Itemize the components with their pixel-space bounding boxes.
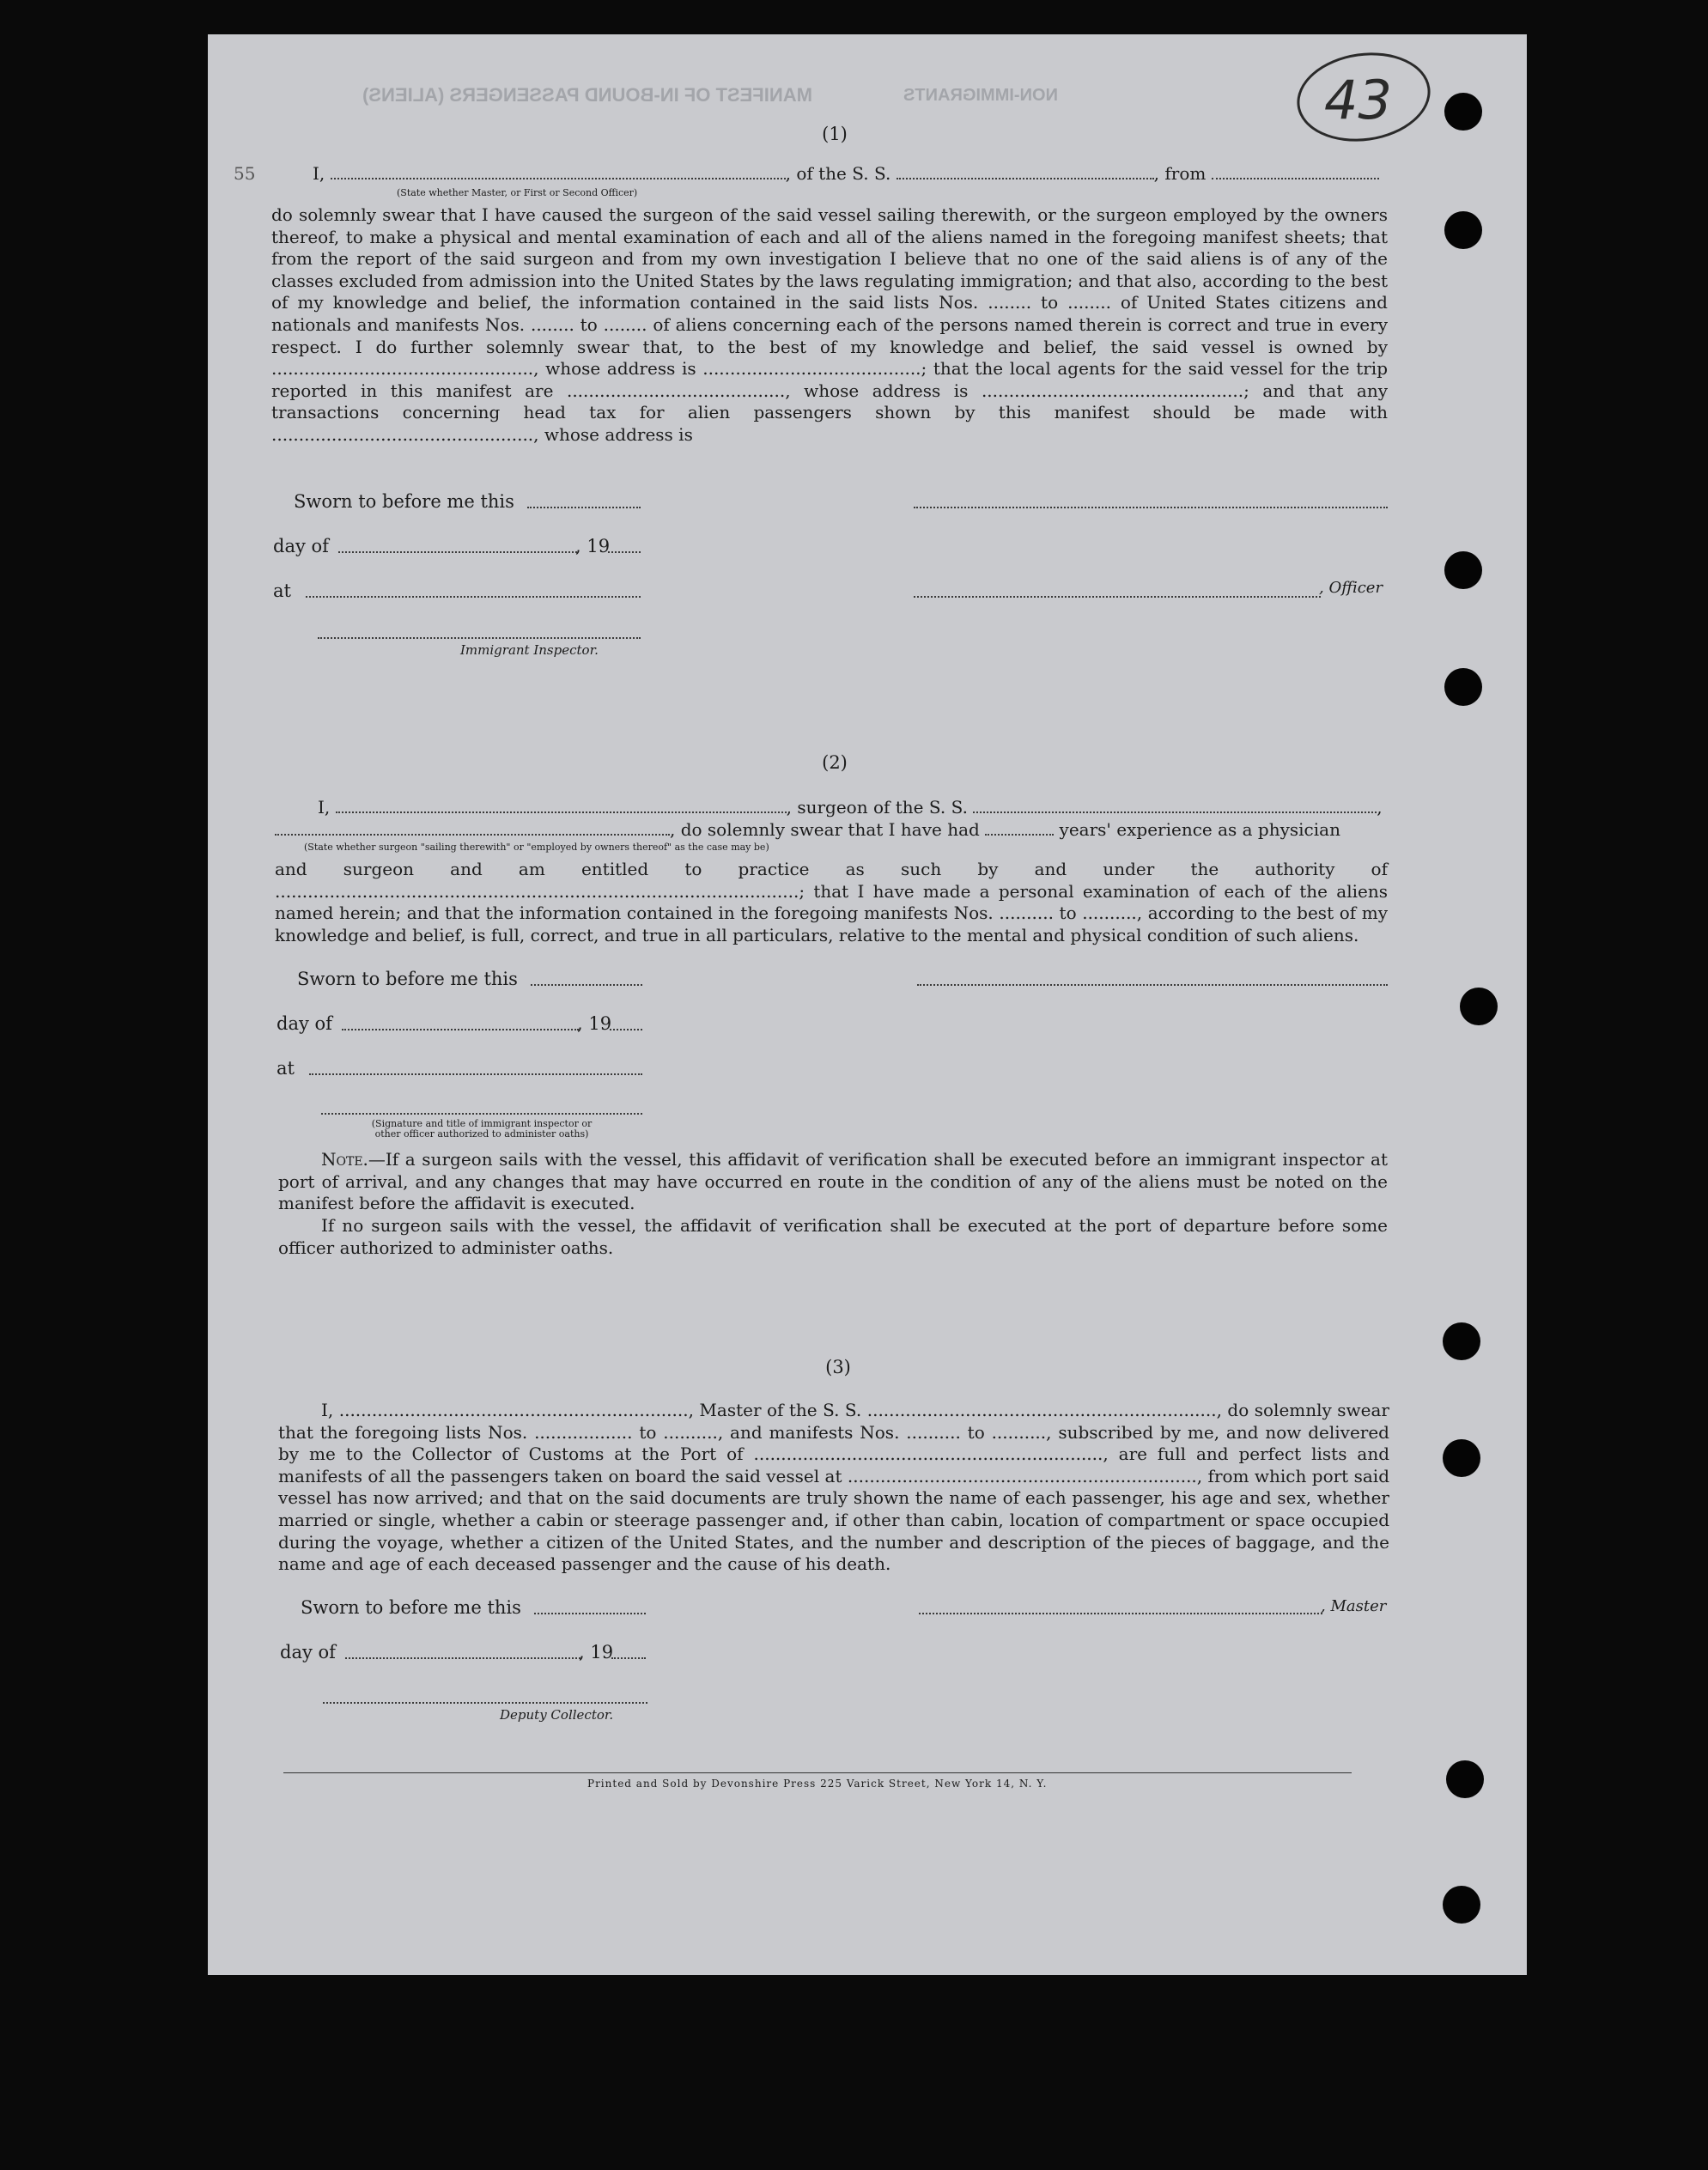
binder-hole — [1444, 551, 1482, 589]
section-1-prefix: I, — [313, 163, 325, 184]
section-2-line-2 — [275, 819, 1340, 840]
binder-hole — [1443, 1886, 1480, 1924]
section-3-sworn-field[interactable] — [534, 1613, 646, 1614]
binder-hole — [1444, 211, 1482, 249]
section-1-ship-label: , of the S. S. — [785, 163, 891, 184]
section-2-sworn-field[interactable] — [531, 984, 642, 986]
section-2-sig-caption-2: other officer authorized to administer oaths) — [374, 1128, 589, 1140]
section-2-day-label: day of — [277, 1013, 332, 1034]
binder-hole — [1460, 988, 1498, 1025]
section-2-sworn-label: Sworn to before me this — [297, 969, 518, 989]
section-1-at-field[interactable] — [306, 596, 641, 598]
binder-hole — [1443, 1439, 1480, 1477]
section-2-ship-label: , surgeon of the S. S. — [786, 797, 968, 818]
section-1-officer-line[interactable] — [914, 596, 1321, 598]
section-3-year-field[interactable] — [611, 1657, 646, 1659]
section-2-year-field[interactable] — [610, 1029, 642, 1030]
form-page — [208, 34, 1527, 1975]
section-1-day-label: day of — [273, 536, 329, 556]
section-1-year-field[interactable] — [608, 551, 641, 553]
page-number-handwritten: 43 — [1324, 69, 1392, 131]
section-3-body: I, ................................................................, Master of the S. S. ................................................................, do solemnly swear that the foregoing lists Nos. .................. to .........., and manifests Nos. .......... to .........., subscribed by me, and now delivered by me to the Collector of Customs at the Port of ................................................................, are full and perfect lists and manifests of all the passengers taken on board the said vessel at ................................................................, from which port said vessel has now arrived; and that on the said documents are truly shown the name of each passenger, his age and sex, whether married or single, whether a cabin or steerage passenger and, if other than cabin, location of compartment or space occupied during the voyage, whether a citizen of the United States, and the number and description of the pieces of baggage, and the name and age of each deceased passenger and the cause of his death. — [278, 1400, 1389, 1575]
section-1-sworn-label: Sworn to before me this — [294, 491, 514, 512]
section-2-sig-caption-1: (Signature and title of immigrant inspector or — [371, 1118, 593, 1129]
section-3-number: (3) — [825, 1357, 851, 1377]
section-2-number: (2) — [822, 752, 848, 773]
section-3-day-field[interactable] — [345, 1657, 580, 1659]
section-2-signature-line[interactable] — [917, 984, 1388, 986]
printer-credit: Printed and Sold by Devonshire Press 225 Varick Street, New York 14, N. Y. — [587, 1778, 1048, 1790]
section-1-signature-line[interactable] — [914, 507, 1388, 508]
section-1-number: (1) — [822, 124, 848, 144]
section-2-inspector-line[interactable] — [321, 1113, 642, 1115]
binder-hole — [1443, 1322, 1480, 1360]
years-experience-field[interactable] — [985, 822, 1054, 836]
section-2-ship-field[interactable] — [973, 799, 1377, 813]
section-3-deputy-label: Deputy Collector. — [500, 1707, 614, 1723]
ship-name-field[interactable] — [897, 166, 1154, 179]
section-2-at-field[interactable] — [309, 1073, 642, 1075]
date-fragment: 55 — [234, 163, 256, 184]
section-1-caption: (State whether Master, or First or Second Officer) — [397, 187, 638, 198]
section-2-line-1: I, , surgeon of the S. S. , — [318, 797, 1383, 818]
footer-rule — [283, 1772, 1352, 1773]
faded-header-title: MANIFEST OF IN-BOUND PASSENGERS (ALIENS) — [362, 84, 812, 106]
section-3-day-label: day of — [280, 1642, 336, 1662]
section-2-physician-label: years' experience as a physician — [1059, 819, 1340, 840]
section-2-prefix: I, — [318, 797, 331, 818]
section-2-years-label: , do solemnly swear that I have had — [670, 819, 980, 840]
officer-name-field[interactable] — [331, 166, 786, 179]
section-2-caption: (State whether surgeon "sailing therewith" or "employed by owners thereof" as the case may be) — [304, 842, 769, 853]
section-2-year-label: , 19 — [577, 1013, 612, 1034]
note-text-1: —If a surgeon sails with the vessel, this affidavit of verification shall be executed before an immigrant inspector at port of arrival, and any changes that may have occurred en route in the condition of any of the aliens must be noted on the manifest before the affidavit is executed. — [278, 1149, 1388, 1214]
binder-hole — [1444, 668, 1482, 706]
section-2-body: and surgeon and am entitled to practice as such by and under the authority of ................................................................................................; that I have made a personal examination of each of the aliens named herein; and that the information contained in the foregoing manifests Nos. .......... to .........., according to the best of my knowledge and belief, is full, correct, and true in all particulars, relative to the mental and physical condition of such aliens. — [275, 859, 1388, 945]
section-3-sworn-label: Sworn to before me this — [301, 1597, 521, 1618]
section-1-sworn-field[interactable] — [527, 507, 641, 508]
section-2-at-label: at — [277, 1058, 295, 1079]
note-label: Note. — [321, 1149, 368, 1170]
binder-hole — [1444, 93, 1482, 131]
section-1-inspector-label: Immigrant Inspector. — [460, 642, 599, 658]
section-1-body: do solemnly swear that I have caused the surgeon of the said vessel sailing therewith, or the surgeon employed by the owners thereof, to make a physical and mental examination of each and all of the aliens named in the foregoing manifest sheets; that from the report of the said surgeon and from my own investigation I believe that no one of the said aliens is of any of the classes excluded from admission into the United States by the laws regulating immigration; and that also, according to the best of my knowledge and belief, the information contained in the said lists Nos. ........ to ........ of United States citizens and nationals and manifests Nos. ........ to ........ of aliens concerning each of the persons named therein is correct and true in every respect. I do further solemnly swear that, to the best of my knowledge and belief, the said vessel is owned by ................................................, whose address is ........................................; that the local agents for the said vessel for the trip reported in this manifest are ........................................, whose address is ................................................; and that any transactions concerning head tax for alien passengers shown by this manifest should be made with ................................................, whose address is — [271, 204, 1388, 445]
section-1-line-1 — [313, 163, 1379, 184]
surgeon-name-field[interactable] — [336, 799, 787, 813]
section-1-officer-label: , Officer — [1319, 579, 1383, 597]
departure-port-field[interactable] — [1212, 166, 1379, 179]
section-3-collector-line[interactable] — [323, 1702, 647, 1704]
section-2-day-field[interactable] — [342, 1029, 579, 1030]
section-2-note-2: If no surgeon sails with the vessel, the affidavit of verification shall be executed at the port of departure before some officer authorized to administer oaths. — [278, 1215, 1388, 1258]
section-3-year-label: , 19 — [579, 1642, 614, 1662]
faded-header-subtitle: NON-IMMIGRANTS — [903, 86, 1058, 105]
section-2-note — [278, 1149, 1388, 1215]
binder-hole — [1446, 1760, 1484, 1798]
section-1-at-label: at — [273, 580, 291, 601]
section-1-day-field[interactable] — [338, 551, 577, 553]
section-1-year-label: , 19 — [575, 536, 611, 556]
surgeon-status-field[interactable] — [275, 822, 670, 836]
section-3-signature-line[interactable] — [919, 1613, 1322, 1614]
section-1-from-label: , from — [1153, 163, 1207, 184]
section-1-inspector-line[interactable] — [318, 637, 641, 639]
section-3-master-label: , Master — [1321, 1597, 1387, 1615]
